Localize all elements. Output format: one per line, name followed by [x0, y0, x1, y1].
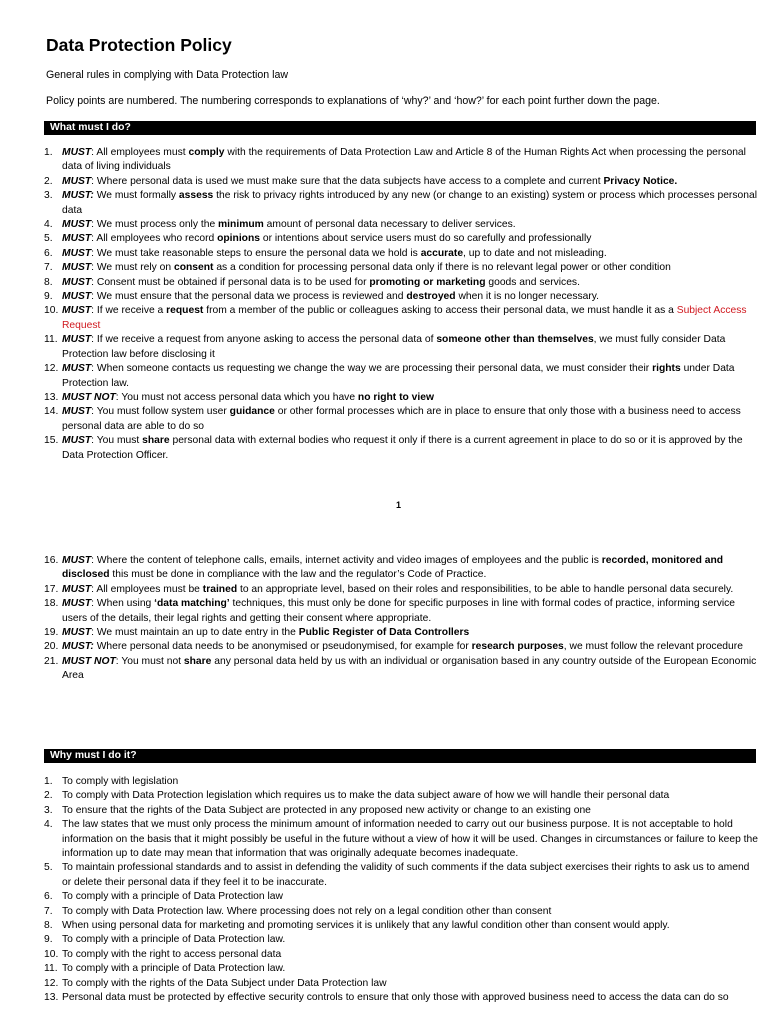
item-number: 4.	[44, 219, 53, 231]
item-number: 6.	[44, 247, 53, 259]
item-text: : You must not	[115, 655, 184, 667]
item-text: To comply with a principle of Data Protection law.	[62, 934, 286, 946]
list-item	[46, 597, 758, 626]
item-keyword: MUST	[62, 305, 92, 317]
item-number: 15.	[44, 435, 59, 447]
list-item	[46, 818, 758, 861]
list-item	[46, 362, 758, 391]
item-text: : When using	[91, 598, 155, 610]
item-text: We must formally	[93, 190, 179, 202]
why-list	[46, 775, 758, 1006]
item-text-rest: or other formal processes which are in place to ensure that only those with a business need to access personal data are able to do so	[62, 406, 741, 432]
list-item	[46, 583, 758, 597]
item-text-rest: with the requirements of Data Protection Law and Article 8 of the Human Rights Act when processing the personal data of living individuals	[62, 147, 746, 173]
must-list-part1	[46, 146, 758, 463]
item-number: 2.	[44, 790, 53, 802]
item-number: 5.	[44, 862, 53, 874]
list-item	[46, 146, 758, 175]
item-emphasis: Privacy Notice.	[603, 175, 678, 187]
item-number: 19.	[44, 627, 59, 639]
list-item	[46, 977, 758, 991]
item-emphasis: request	[166, 305, 204, 317]
item-text-rest: amount of personal data necessary to deliver services.	[263, 219, 516, 231]
item-text-rest: , up to date and not misleading.	[463, 247, 607, 259]
item-text: : You must not access personal data which you have	[115, 391, 358, 403]
item-number: 10.	[44, 948, 59, 960]
item-text: To comply with a principle of Data Protection law.	[62, 963, 286, 975]
item-number: 17.	[44, 583, 59, 595]
item-text: To comply with a principle of Data Protection law	[62, 891, 283, 903]
list-item	[46, 919, 758, 933]
item-keyword: MUST	[62, 247, 92, 259]
item-number: 13.	[44, 391, 59, 403]
item-number: 12.	[44, 363, 59, 375]
item-emphasis: destroyed	[406, 291, 456, 303]
item-keyword: MUST	[62, 627, 92, 639]
item-number: 11.	[44, 334, 58, 346]
list-item	[46, 775, 758, 789]
item-text: Personal data must be protected by effective security controls to ensure that only those with approved business need to access the data can do so	[62, 992, 729, 1004]
item-text: : You must	[91, 435, 143, 447]
item-number: 7.	[44, 262, 53, 274]
list-item	[46, 804, 758, 818]
item-text-rest: or intentions about service users must do so carefully and professionally	[260, 233, 592, 245]
item-keyword: MUST	[62, 291, 92, 303]
item-text: To comply with Data Protection legislation which requires us to make the data subject aware of how we will handle their personal data	[62, 790, 670, 802]
item-text: : Consent must be obtained if personal data is to be used for	[91, 276, 370, 288]
item-number: 6.	[44, 891, 53, 903]
item-text: To comply with Data Protection law. Where processing does not rely on a legal condition other than consent	[62, 905, 552, 917]
item-number: 1.	[44, 776, 53, 787]
item-text: To comply with the rights of the Data Subject under Data Protection law	[62, 977, 387, 989]
item-emphasis: rights	[652, 363, 681, 375]
list-item	[46, 789, 758, 803]
item-text: To comply with legislation	[62, 776, 179, 787]
item-number: 9.	[44, 934, 53, 946]
item-number: 4.	[44, 819, 53, 831]
item-text: : We must maintain an up to date entry in the	[91, 627, 299, 639]
list-item	[46, 948, 758, 962]
item-text-rest: from a member of the public or colleagues asking to access their personal data, we must handle it as a	[203, 305, 677, 317]
list-item	[46, 626, 758, 640]
item-number: 5.	[44, 233, 53, 245]
item-emphasis: trained	[202, 583, 238, 595]
item-keyword: MUST	[62, 175, 92, 187]
list-item	[46, 232, 758, 246]
must-list-part2	[46, 554, 758, 684]
item-text: When using personal data for marketing and promoting services it is unlikely that any lawful condition other than consent would apply.	[62, 920, 670, 932]
item-emphasis: consent	[173, 262, 214, 274]
item-text-rest: as a condition for processing personal data only if there is no relevant legal power or other condition	[213, 262, 671, 274]
list-item	[46, 640, 758, 654]
list-item	[46, 304, 758, 333]
item-text-rest: any personal data held by us with an individual or organisation based in any country outside of the European Economic Area	[62, 655, 757, 682]
item-text-rest: , we must fully consider Data Protection law before disclosing it	[62, 334, 726, 360]
item-number: 2.	[44, 175, 53, 187]
item-keyword: MUST	[62, 147, 92, 158]
item-emphasis: someone other than themselves	[436, 334, 594, 346]
list-item	[46, 861, 758, 890]
item-number: 12.	[44, 977, 59, 989]
item-number: 14.	[44, 406, 59, 418]
item-number: 9.	[44, 291, 53, 303]
item-number: 20.	[44, 641, 59, 653]
item-text: : Where the content of telephone calls, emails, internet activity and video images of employees and the public is	[91, 555, 602, 566]
page-subtitle: General rules in complying with Data Protection law	[46, 69, 289, 81]
item-number: 21.	[44, 655, 59, 667]
list-item	[46, 991, 758, 1005]
item-text: : If we receive a	[91, 305, 167, 317]
item-text: The law states that we must only process the minimum amount of information needed to carry out our business purpose. It is not acceptable to hold information on the basis that it might possibly be useful in the future without a view of how it will be used. Changes in circumstances or failure to keep the information up to date may mean that information that was originally adequate becomes inadequate.	[62, 819, 758, 860]
item-number: 16.	[44, 555, 59, 566]
item-text: To ensure that the rights of the Data Subject are protected in any proposed new activity or change to an existing one	[62, 804, 591, 816]
item-emphasis: ‘data matching’	[154, 598, 230, 610]
item-emphasis: recorded, monitored and disclosed	[62, 555, 724, 581]
section-heading-what: What must I do?	[44, 121, 756, 135]
list-item	[46, 933, 758, 947]
item-emphasis: opinions	[217, 233, 260, 245]
item-text: : We must rely on	[91, 262, 174, 274]
list-item	[46, 962, 758, 976]
item-emphasis: share	[183, 655, 212, 667]
section-heading-why: Why must I do it?	[44, 749, 756, 763]
item-keyword: MUST NOT	[62, 391, 116, 403]
item-text: : Where personal data is used we must make sure that the data subjects have access to a complete and current	[91, 175, 604, 187]
item-number: 3.	[44, 190, 53, 202]
item-text: To comply with the right to access personal data	[62, 948, 282, 960]
item-text-rest: the risk to privacy rights introduced by any new (or change to an existing) system or process which processes personal data	[62, 190, 757, 216]
list-item	[46, 333, 758, 362]
item-keyword: MUST	[62, 435, 92, 447]
item-text: : We must take reasonable steps to ensure the personal data we hold is	[91, 247, 421, 259]
item-text: : We must ensure that the personal data we process is reviewed and	[91, 291, 407, 303]
subject-access-request-link[interactable]: Subject Access Request	[62, 305, 747, 331]
list-item	[46, 276, 758, 290]
item-text: : All employees who record	[91, 233, 218, 245]
item-number: 13.	[44, 992, 59, 1004]
item-text: Where personal data needs to be anonymised or pseudonymised, for example for	[93, 641, 472, 653]
item-text: To maintain professional standards and to assist in defending the validity of such comments if the data subject exercises their rights to ask us to amend or delete their personal data if they feel it to be inaccurate.	[62, 862, 750, 888]
list-item	[46, 655, 758, 684]
item-keyword: MUST	[62, 598, 92, 610]
page-number: 1	[396, 500, 402, 510]
list-item	[46, 261, 758, 275]
item-emphasis: share	[142, 435, 170, 447]
item-text: : All employees must	[91, 147, 189, 158]
item-number: 18.	[44, 598, 59, 610]
item-emphasis: comply	[188, 147, 225, 158]
list-item	[46, 189, 758, 218]
item-keyword: MUST	[62, 276, 92, 288]
item-text: : We must process only the	[91, 219, 219, 231]
item-keyword: MUST:	[62, 641, 94, 653]
item-emphasis: minimum	[218, 219, 264, 231]
item-number: 8.	[44, 920, 53, 932]
intro-text: Policy points are numbered. The numbering corresponds to explanations of ‘why?’ and ‘how?’ for each point further down the page.	[46, 95, 660, 107]
item-emphasis: accurate	[420, 247, 464, 259]
item-keyword: MUST	[62, 406, 92, 418]
list-item	[46, 218, 758, 232]
item-number: 8.	[44, 276, 53, 288]
item-keyword: MUST NOT	[62, 655, 116, 667]
list-item	[46, 391, 758, 405]
list-item	[46, 405, 758, 434]
item-keyword: MUST	[62, 233, 92, 245]
item-keyword: MUST	[62, 555, 92, 566]
item-number: 10.	[44, 305, 59, 317]
item-text: : When someone contacts us requesting we change the way we are processing their personal data, we must consider their	[91, 363, 653, 375]
item-emphasis: Public Register of Data Controllers	[298, 627, 470, 639]
list-item	[46, 890, 758, 904]
item-text-rest: under Data Protection law.	[62, 363, 735, 389]
item-text: : You must follow system user	[91, 406, 230, 418]
list-item	[46, 247, 758, 261]
list-item	[46, 905, 758, 919]
item-keyword: MUST	[62, 219, 92, 231]
item-text-rest: goods and services.	[485, 276, 580, 288]
item-text-rest: this must be done in compliance with the law and the regulator’s Code of Practice.	[109, 569, 487, 581]
list-item	[46, 175, 758, 189]
list-item	[46, 554, 758, 583]
item-keyword: MUST:	[62, 190, 94, 202]
item-number: 11.	[44, 963, 58, 975]
item-keyword: MUST	[62, 262, 92, 274]
item-keyword: MUST	[62, 334, 92, 346]
item-text-rest: techniques, this must only be done for specific purposes in line with formal codes of practice, informing service users of the details, their legal rights and getting their consent where appropriate.	[62, 598, 736, 624]
item-keyword: MUST	[62, 583, 92, 595]
page-title: Data Protection Policy	[46, 35, 232, 55]
list-item	[46, 434, 758, 463]
item-emphasis: promoting or marketing	[369, 276, 486, 288]
item-text: : All employees must be	[91, 583, 203, 595]
item-emphasis: guidance	[229, 406, 275, 418]
item-text-rest: , we must follow the relevant procedure	[563, 641, 743, 653]
item-number: 3.	[44, 804, 53, 816]
item-number: 1.	[44, 147, 53, 158]
item-number: 7.	[44, 905, 53, 917]
list-item	[46, 290, 758, 304]
item-text-rest: when it is no longer necessary.	[455, 291, 600, 303]
item-text-rest: to an appropriate level, based on their roles and responsibilities, to be able to handle personal data securely.	[237, 583, 734, 595]
item-text-rest: personal data with external bodies who request it only if there is a current agreement in place to do so or it is approved by the Data Protection Officer.	[62, 435, 743, 461]
item-emphasis: assess	[178, 190, 214, 202]
item-text: : If we receive a request from anyone asking to access the personal data of	[91, 334, 437, 346]
item-emphasis: no right to view	[357, 391, 435, 403]
item-keyword: MUST	[62, 363, 92, 375]
item-emphasis: research purposes	[471, 641, 564, 653]
